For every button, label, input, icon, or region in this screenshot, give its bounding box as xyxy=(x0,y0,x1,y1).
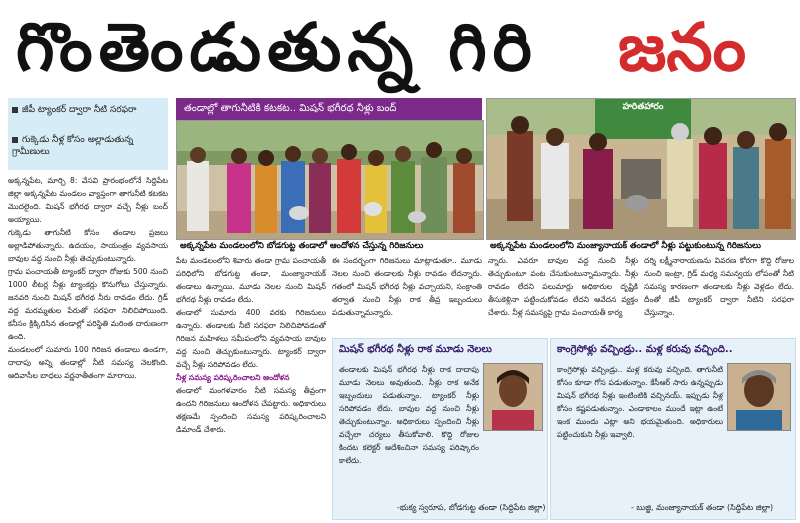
box-credit: - బుజ్జి, మంజ్యానాయక్‌ తండా (సిద్దిపేట జిల్లా) xyxy=(631,503,774,512)
article-column-5 xyxy=(644,254,794,334)
box-text: కాంగ్రెసోళ్లు వచ్చిండ్రు.. మళ్ల కరువు వచ్చింది. తాగునీటి కోసం కూడా గోస పడుతున్నాం. కేసీఆర్‌ సారు ఉన్నప్పుడు మిషన్‌ భగీరథ నీళ్లు ఇంటింటికి వచ్చినయ్‌. ఇప్పుడు నీళ్ల కోసం కష్టపడుతున్నాం. ఎండాకాలం ముందే ఇట్లా ఉంటే ఇంక ముందు ఎట్లా అని భయమైతుంది. అధికారులు పట్టించుకుని నీళ్లు ఇవ్వాలి. xyxy=(557,365,723,439)
quote-box-swaroopa xyxy=(332,338,548,520)
highlight-item xyxy=(12,104,164,116)
photo-banner: తండాల్లో తాగునీటికి కటకట.. మిషన్‌ భగీరథ నీళ్లు బంద్‌ xyxy=(176,98,482,120)
quote-box-bujji xyxy=(550,338,796,520)
box-credit: -భుక్య స్వరూప, బోడగుట్ట తండా (సిద్దిపేట జిల్లా) xyxy=(397,503,546,512)
article-column-1 xyxy=(8,174,168,520)
caption-right: అక్కన్నపేట మండలంలోని మంజ్యానాయక్‌ తండాలో నీళ్లు పట్టుకుంటున్న గిరిజనులు xyxy=(490,241,761,251)
paragraph: గుక్కెడు తాగునీటి కోసం తండాల ప్రజలు అల్లాడిపోతున్నారు. ఉదయం, సాయంత్రం వ్యవసాయ బావుల వద్ద నుంచి నీళ్లు తెచ్చుకుంటున్నారు. xyxy=(8,228,168,263)
box-text-top: తండాలకు మిషన్‌ భగీరథ నీళ్లు రాక దాదాపు మూడు నెలలు అవుతుంది. నీళ్లు రాక అనేక ఇబ్బందులు పడుతున్నాం. ట్యాంకర్‌ నీళ్లు సరిపోవడం లేదు. బావుల వద్ద నుంచి నీళ్లు తెచ్చుకుంటున్నాం. అధికారులు స్పందించి నీళ్లు వచ్చేలా చర్యలు తీసుకోవాలి. కొద్ది రోజుల కిందట కలెక్టర్‌ ఆదేశించినా సమస్య పరిష్కారం కాలేదు. xyxy=(339,365,479,465)
portrait-photo xyxy=(483,363,543,431)
paragraph: పేట మండలంలోని శివారు తండా గ్రామ పంచాయతీ పరిధిలోని బోడగుట్ట తండా, మంజ్యానాయక్‌ తండాలు ఉన్నాయి. మూడు నెలల నుంచి మిషన్‌ భగీరథ నీళ్లు రావడం లేదు. xyxy=(176,256,326,304)
sign-text: హరితహారం xyxy=(622,102,664,112)
box-text-bottom xyxy=(339,431,541,499)
photo-manjyanayak-water xyxy=(486,98,796,240)
headline-main: గొంతెండుతున్న గిరి xyxy=(16,9,538,86)
article-column-2 xyxy=(176,254,326,520)
headline-accent: జనం xyxy=(618,9,747,86)
portrait-photo xyxy=(727,363,791,431)
photo-bodagutta-protest xyxy=(176,120,484,240)
paragraph: మండలంలో సుమారు 100 గిరిజన తండాలు ఉండగా, దాదాపు అన్ని తండాల్లో నీటి సమస్య నెలకొంది. ఆదివాసీల బాధలు వర్ణనాతీతంగా మారాయి. xyxy=(8,345,168,380)
highlight-text: జీపీ ట్యాంకర్‌ ద్వారా నీటి సరఫరా xyxy=(22,105,137,115)
paragraph: తండాలో మంగళవారం నీటి సమస్య తీవ్రంగా ఉందని గిరిజనులు ఆందోళన చేపట్టారు. అధికారులు తక్షణమే స్పందించి సమస్య పరిష్కరించాలని డిమాండ్‌ చేశారు. xyxy=(176,386,326,434)
paragraph: తండాలో సుమారు 400 వరకు గిరిజనులు ఉన్నారు. తండాలకు నీటి సరఫరా నిలిచిపోవడంతో గిరిజన మహిళలు సమీపంలోని వ్యవసాయ బావుల వద్ద నుంచి తెచ్చుకుంటున్నారు. ట్యాంకర్‌ ద్వారా వచ్చే నీళ్లు సరిపోవడం లేదు. xyxy=(176,308,326,369)
paragraph: గ్రామ పంచాయతీ ట్యాంకర్‌ ద్వారా రోజుకు 500 నుంచి 1000 లీటర్ల నీళ్లు ట్యాంకర్లు కొనుగోలు చేస్తున్నారు. జనవరి నుంచి మిషన్‌ భగీరథ నీరు రావడం లేదు. గ్రిడ్‌ వద్ద మరమ్మతుల పేరుతో సరఫరా నిలిచిపోయింది. కనీసం క్రిక్కిరిసిన తండాల్లో పరిస్థితి మరింత దారుణంగా ఉంది. xyxy=(8,267,168,341)
paragraph: న్నారు. ఎవరూ బావుల వద్ద నుంచి నీళ్లు తెచ్చుకుంటూ వంట చేసుకుంటున్నామన్నారు. నీళ్లు రావడం లేదని పలుమార్లు అధికారుల దృష్టికి తీసుకెళ్లినా పట్టించుకోవడం లేదని ఆవేదన వ్యక్తం చేశారు. నీళ్ల సమస్యపై గ్రామ పంచాయతీ కార్య xyxy=(488,256,638,317)
highlight-text: గుక్కెడు నీళ్ల కోసం అల్లాడుతున్న గ్రామీణులు xyxy=(12,135,134,157)
subheading: నీళ్ల సమస్య పరిష్కరించాలని ఆందోళన xyxy=(176,373,290,382)
square-bullet-icon xyxy=(12,137,18,143)
article-column-3 xyxy=(332,254,482,334)
box-title: మిషన్‌ భగీరథ నీళ్లు రాక మూడు నెలలు xyxy=(339,344,492,355)
highlights-box xyxy=(8,98,168,170)
box-title: కాంగ్రెసోళ్లు వచ్చిండ్రు.. మళ్ల కరువు వచ్చింది.. xyxy=(557,344,733,355)
paragraph: దర్శి లక్ష్మీనారాయణను వివరణ కోరగా కొద్ది రోజుల నుంచి ఇంట్రా, గ్రిడ్‌ మధ్య సమన్వయ లోపంతో నీటి సమస్య కారణంగా తండాలకు నీళ్లు వెళ్లడం లేదు. దీంతో జీపీ ట్యాంకర్‌ ద్వారా నీటిని సరఫరా చేస్తున్నాం. xyxy=(644,256,794,317)
headline xyxy=(6,4,794,92)
article-column-4 xyxy=(488,254,638,334)
caption-left: అక్కన్నపేట మండలంలోని బోడగుట్ట తండాలో ఆందోళన చేస్తున్న గిరిజనులు xyxy=(180,241,424,251)
highlight-item xyxy=(12,134,164,158)
paragraph: ఈ సందర్భంగా గిరిజనులు మాట్లాడుతూ.. మూడు నెలల నుంచి తండాలకు నీళ్లు రావడం లేదన్నారు. గతంలో మిషన్‌ భగీరథ నీళ్లు వచ్చాయని, సంక్రాంతి తర్వాత నుంచి నీళ్లు రాక తీవ్ర ఇబ్బందులు పడుతున్నామన్నారు. xyxy=(332,256,482,317)
square-bullet-icon xyxy=(12,107,18,113)
paragraph: అక్కన్నపేట, మార్చి 8: వేసవి ప్రారంభంలోనే సిద్దిపేట జిల్లా అక్కన్నపేట మండలం వ్యాప్తంగా తాగునీటి కటకట మొదలైంది. మిషన్‌ భగీరథ ద్వారా వచ్చే నీళ్లు బంద్‌ అయ్యాయి. xyxy=(8,176,168,224)
